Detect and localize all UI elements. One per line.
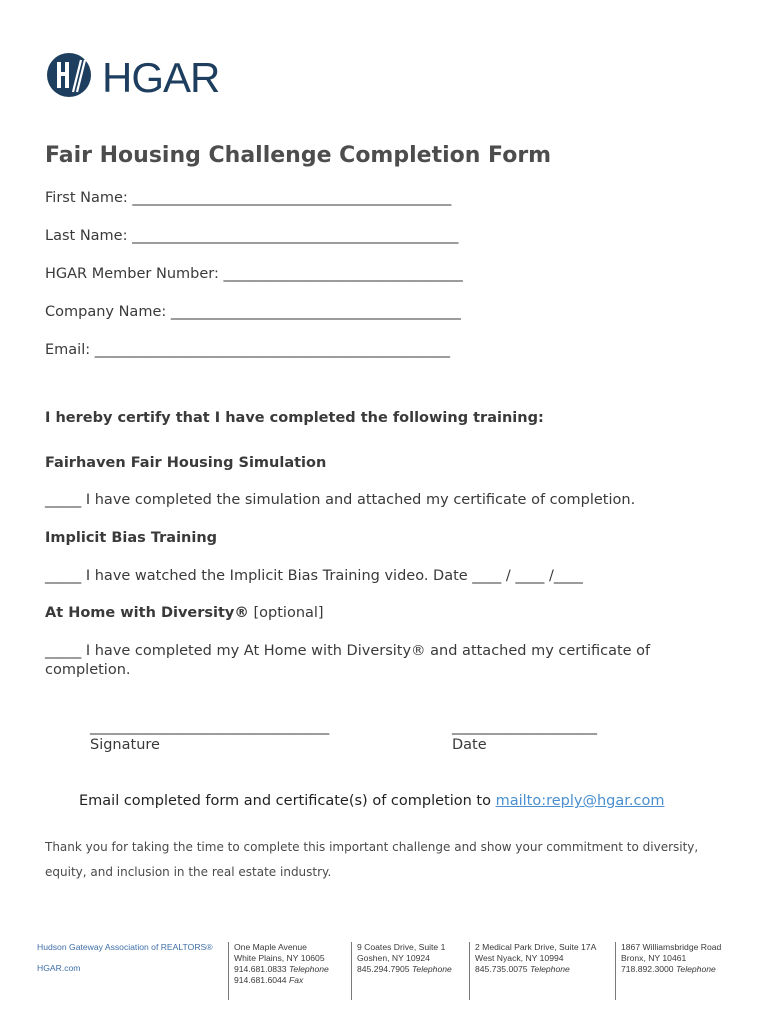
date-line[interactable]: ____________________ (452, 719, 597, 735)
hgar-logo-mark-icon (46, 52, 96, 102)
last-name-field[interactable]: Last Name: _____________________________________________ (45, 228, 459, 244)
office-street: 2 Medical Park Drive, Suite 17A (475, 942, 597, 952)
office-phone-label: Telephone (529, 964, 570, 974)
signature-label: Signature (90, 737, 160, 753)
hgar-logo (46, 52, 236, 102)
date-label: Date (452, 737, 487, 753)
office-phone: 718.892.3000 (621, 964, 674, 974)
office-phone: 845.735.0075 (475, 964, 528, 974)
section-heading-text: At Home with Diversity® (45, 605, 249, 621)
office-city: Goshen, NY 10924 (357, 953, 430, 963)
footer-office-goshen (351, 942, 469, 1000)
implicit-bias-checkline[interactable]: _____ I have watched the Implicit Bias Training video. Date ____ / ____ /____ (45, 568, 583, 584)
thanks-line-2: equity, and inclusion in the real estate industry. (45, 865, 332, 879)
office-phone: 914.681.0833 (234, 964, 287, 974)
office-city: Bronx, NY 10461 (621, 953, 687, 963)
email-link[interactable]: mailto:reply@hgar.com (495, 793, 665, 809)
office-city: West Nyack, NY 10994 (475, 953, 564, 963)
office-street: One Maple Avenue (234, 942, 307, 952)
footer (34, 942, 738, 1002)
footer-office-west-nyack (469, 942, 611, 1000)
section-heading-implicit-bias (45, 530, 217, 546)
website-link[interactable]: HGAR.com (37, 963, 81, 973)
email-instructions (79, 793, 664, 809)
footer-office-bronx (615, 942, 737, 1000)
office-phone-label: Telephone (288, 964, 329, 974)
office-phone-label: Telephone (675, 964, 716, 974)
email-field[interactable]: Email: _________________________________________________ (45, 342, 450, 358)
office-street: 9 Coates Drive, Suite 1 (357, 942, 446, 952)
thanks-line-1: Thank you for taking the time to complete this important challenge and show your commitment to diversity, (45, 840, 699, 854)
optional-note: [optional] (248, 605, 324, 621)
office-fax: 914.681.6044 (234, 975, 287, 985)
email-instructions-text: Email completed form and certificate(s) of completion to (79, 793, 496, 809)
logo-wordmark: HGAR (102, 54, 220, 101)
diversity-checkline-cont: completion. (45, 662, 131, 678)
diversity-checkline[interactable]: _____ I have completed my At Home with Diversity® and attached my certificate of (45, 643, 651, 659)
signature-line[interactable]: _________________________________ (90, 719, 330, 735)
first-name-field[interactable]: First Name: ____________________________________________ (45, 190, 452, 206)
association-name: Hudson Gateway Association of REALTORS® (37, 942, 213, 952)
office-fax-label: Fax (288, 975, 304, 985)
section-heading-diversity (45, 605, 324, 621)
fairhaven-checkline[interactable]: _____ I have completed the simulation and attached my certificate of completion. (45, 492, 636, 508)
section-heading-text: Implicit Bias Training (45, 530, 218, 546)
office-phone: 845.294.7905 (357, 964, 410, 974)
company-name-field[interactable]: Company Name: ________________________________________ (45, 304, 461, 320)
member-number-field[interactable]: HGAR Member Number: _________________________________ (45, 266, 463, 282)
office-phone-label: Telephone (411, 964, 452, 974)
page-title: Fair Housing Challenge Completion Form (45, 143, 552, 168)
section-heading-fairhaven (45, 455, 326, 471)
section-heading-text: Fairhaven Fair Housing Simulation (45, 455, 327, 471)
footer-association (34, 942, 223, 1000)
certify-heading: I hereby certify that I have completed the following training: (45, 410, 544, 426)
footer-office-white-plains (228, 942, 350, 1000)
office-city: White Plains, NY 10605 (234, 953, 325, 963)
office-street: 1867 Williamsbridge Road (621, 942, 722, 952)
